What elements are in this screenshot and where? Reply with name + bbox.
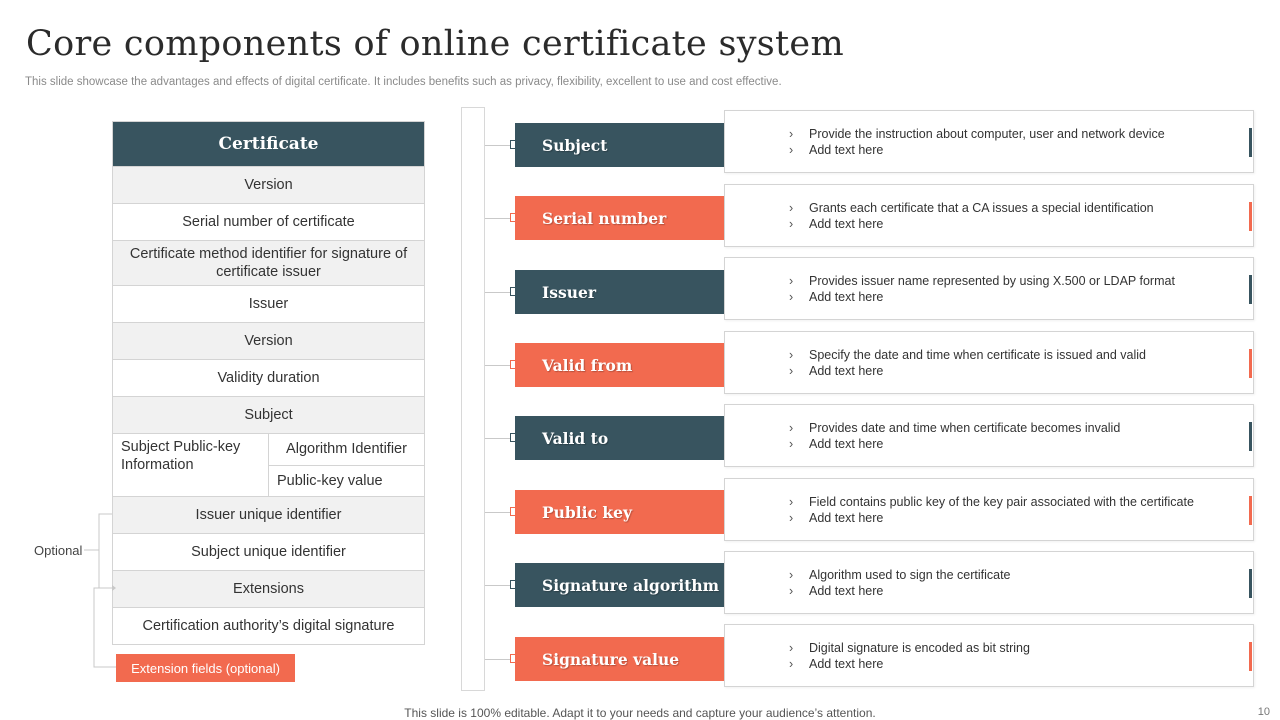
certificate-table [112,121,425,645]
component-description [724,551,1254,614]
component-label: Serial number [515,196,724,240]
bullet-chevron-icon: › [789,584,794,598]
description-placeholder: Add text here [809,143,884,157]
footer-note: This slide is 100% editable. Adapt it to your needs and capture your audience’s attention. [404,706,876,720]
bullet-chevron-icon: › [789,421,794,435]
component-label: Valid from [515,343,724,387]
bullet-chevron-icon: › [789,143,794,157]
accent-bar [1249,275,1252,304]
bullet-chevron-icon: › [789,437,794,451]
component-description [724,257,1254,320]
bullet-chevron-icon: › [789,127,794,141]
accent-bar [1249,496,1252,525]
bullet-chevron-icon: › [789,641,794,655]
accent-bar [1249,202,1252,231]
description-text: Algorithm used to sign the certificate [809,568,1011,582]
component-description [724,184,1254,247]
component-label: Valid to [515,416,724,460]
cert-row-public-key-info [113,433,424,496]
bullet-chevron-icon: › [789,201,794,215]
connector-bar [461,107,485,691]
description-text: Provide the instruction about computer, user and network device [809,127,1165,141]
description-placeholder: Add text here [809,657,884,671]
accent-bar [1249,128,1252,157]
bullet-chevron-icon: › [789,657,794,671]
description-text: Grants each certificate that a CA issues a special identification [809,201,1154,215]
description-placeholder: Add text here [809,290,884,304]
bullet-chevron-icon: › [789,364,794,378]
cert-row-issuer: Issuer [113,285,424,322]
component-description [724,624,1254,687]
component-label: Signature algorithm [515,563,724,607]
component-description [724,478,1254,541]
cert-row-signature-method: Certificate method identifier for signature of certificate issuer [113,240,424,285]
algorithm-identifier: Algorithm Identifier [286,441,407,458]
page-title: Core components of online certificate system [26,24,844,64]
page-number: 10 [1257,706,1270,718]
bullet-chevron-icon: › [789,348,794,362]
description-placeholder: Add text here [809,437,884,451]
component-label: Signature value [515,637,724,681]
accent-bar [1249,349,1252,378]
cert-row-validity: Validity duration [113,359,424,396]
public-key-info-label: Subject Public-key Information [113,434,269,496]
component-description [724,110,1254,173]
bullet-chevron-icon: › [789,217,794,231]
description-text: Field contains public key of the key pair associated with the certificate [809,495,1194,509]
component-description [724,404,1254,467]
bullet-chevron-icon: › [789,274,794,288]
extension-fields-label: Extension fields (optional) [116,654,295,682]
cert-row-issuer-unique-id: Issuer unique identifier [113,496,424,533]
accent-bar [1249,422,1252,451]
description-text: Specify the date and time when certificate is issued and valid [809,348,1146,362]
page-subtitle: This slide showcase the advantages and effects of digital certificate. It includes benefits such as privacy, flexibility, excellent to use and cost effective. [25,76,782,88]
accent-bar [1249,642,1252,671]
description-placeholder: Add text here [809,364,884,378]
optional-label: Optional [34,543,83,558]
public-key-info-fields [269,434,424,496]
description-placeholder: Add text here [809,217,884,231]
component-description [724,331,1254,394]
bullet-chevron-icon: › [789,495,794,509]
cert-row-extensions: Extensions [113,570,424,607]
cert-row-serial-number: Serial number of certificate [113,203,424,240]
bullet-chevron-icon: › [789,290,794,304]
component-label: Subject [515,123,724,167]
accent-bar [1249,569,1252,598]
cert-row-subject-unique-id: Subject unique identifier [113,533,424,570]
bullet-chevron-icon: › [789,568,794,582]
description-text: Provides issuer name represented by using X.500 or LDAP format [809,274,1175,288]
description-text: Digital signature is encoded as bit string [809,641,1030,655]
component-label: Public key [515,490,724,534]
cert-row-ca-signature: Certification authority’s digital signature [113,607,424,644]
description-placeholder: Add text here [809,584,884,598]
bullet-chevron-icon: › [789,511,794,525]
description-text: Provides date and time when certificate becomes invalid [809,421,1121,435]
optional-bracket [80,510,120,670]
certificate-header: Certificate [113,122,424,166]
cert-row-version-2: Version [113,322,424,359]
cert-row-subject: Subject [113,396,424,433]
description-placeholder: Add text here [809,511,884,525]
public-key-value: Public-key value [269,465,424,497]
cert-row-version: Version [113,166,424,203]
component-label: Issuer [515,270,724,314]
